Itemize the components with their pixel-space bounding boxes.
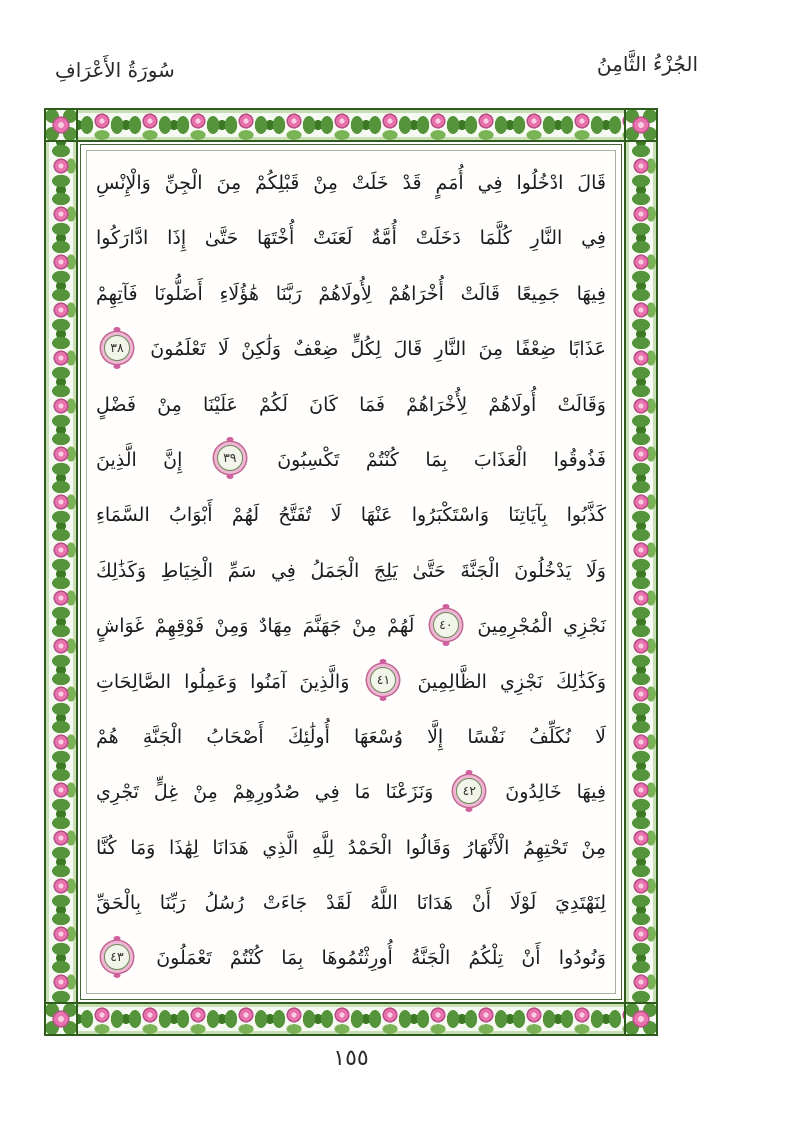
quran-line: [96, 765, 606, 820]
quran-text: قَالَ ادْخُلُوا فِي أُمَمٍ قَدْ خَلَتْ مِنْ قَبْلِكُمْ مِنَ الْجِنِّ وَالْإِنْسِ: [96, 172, 606, 194]
quran-text: وَكَذَٰلِكَ نَجْزِي الظَّالِمِينَ: [417, 670, 606, 693]
quran-text: فِيهَا خَالِدُونَ: [505, 781, 606, 804]
quran-line: [96, 267, 606, 322]
ornamental-frame: [44, 108, 658, 1036]
quran-line: [96, 710, 606, 765]
quran-line: [96, 821, 606, 876]
quran-line: [96, 931, 606, 986]
quran-text: عَذَابًا ضِعْفًا مِنَ النَّارِ قَالَ لِكُلٍّ ضِعْفٌ وَلَٰكِنْ لَا تَعْلَمُونَ: [150, 338, 606, 361]
quran-text: كَذَّبُوا بِآيَاتِنَا وَاسْتَكْبَرُوا عَنْهَا لَا تُفَتَّحُ لَهُمْ أَبْوَابُ السَّمَاءِ: [96, 504, 606, 527]
quran-line: [96, 156, 606, 211]
quran-text: فَذُوقُوا الْعَذَابَ بِمَا كُنْتُمْ تَكْسِبُونَ: [277, 448, 606, 471]
surah-title: سُورَةُ الأَعْرَافِ: [55, 58, 175, 82]
border-right-ornament: [624, 142, 658, 1002]
quran-line: [96, 378, 606, 433]
corner-flower-icon: [44, 108, 78, 142]
verse-number-marker: ٤٠: [433, 612, 459, 638]
quran-lines: [96, 156, 606, 988]
verse-number-marker: ٣٩: [217, 445, 243, 471]
quran-line: [96, 488, 606, 543]
quran-text: لَا نُكَلِّفُ نَفْسًا إِلَّا وُسْعَهَا أُولَٰئِكَ أَصْحَابُ الْجَنَّةِ هُمْ: [96, 725, 606, 748]
quran-line: [96, 544, 606, 599]
quran-line: [96, 655, 606, 710]
quran-text: وَالَّذِينَ آمَنُوا وَعَمِلُوا الصَّالِحَاتِ: [96, 670, 350, 693]
border-left-ornament: [44, 142, 78, 1002]
quran-text: نَجْزِي الْمُجْرِمِينَ: [477, 615, 606, 638]
border-top-ornament: [78, 108, 624, 142]
page-number: ١٥٥: [333, 1046, 369, 1071]
quran-text: مِنْ تَحْتِهِمُ الْأَنْهَارُ وَقَالُوا الْحَمْدُ لِلَّهِ الَّذِي هَدَانَا لِهَٰذَا وَمَا كُنَّا: [96, 836, 606, 859]
quran-text: وَلَا يَدْخُلُونَ الْجَنَّةَ حَتَّىٰ يَلِجَ الْجَمَلُ فِي سَمِّ الْخِيَاطِ وَكَذَٰلِكَ: [96, 559, 606, 582]
quran-text: وَقَالَتْ أُولَاهُمْ لِأُخْرَاهُمْ فَمَا كَانَ لَكُمْ عَلَيْنَا مِنْ فَضْلٍ: [96, 393, 606, 416]
verse-number-marker: ٣٨: [104, 335, 130, 361]
border-bottom-ornament: [78, 1002, 624, 1036]
quran-text: فِي النَّارِ كُلَّمَا دَخَلَتْ أُمَّةٌ لَعَنَتْ أُخْتَهَا حَتَّىٰ إِذَا ادَّارَكُوا: [96, 227, 606, 250]
verse-number-marker: ٤٢: [456, 778, 482, 804]
quran-text: وَنَزَعْنَا مَا فِي صُدُورِهِمْ مِنْ غِلٍّ تَجْرِي: [96, 781, 434, 804]
quran-text: لَهُمْ مِنْ جَهَنَّمَ مِهَادٌ وَمِنْ فَوْقِهِمْ غَوَاشٍ: [96, 615, 415, 638]
corner-flower-icon: [624, 108, 658, 142]
verse-number-marker: ٤٣: [104, 944, 130, 970]
quran-text: لِنَهْتَدِيَ لَوْلَا أَنْ هَدَانَا اللَّهُ لَقَدْ جَاءَتْ رُسُلُ رَبِّنَا بِالْحَقِّ: [96, 892, 606, 915]
quran-line: [96, 433, 606, 488]
quran-line: [96, 322, 606, 377]
verse-number-marker: ٤١: [370, 667, 396, 693]
corner-flower-icon: [624, 1002, 658, 1036]
corner-flower-icon: [44, 1002, 78, 1036]
quran-line: [96, 211, 606, 266]
quran-text: وَنُودُوا أَنْ تِلْكُمُ الْجَنَّةُ أُورِثْتُمُوهَا بِمَا كُنْتُمْ تَعْمَلُونَ: [156, 947, 606, 970]
quran-line: [96, 876, 606, 931]
quran-text: فِيهَا جَمِيعًا قَالَتْ أُخْرَاهُمْ لِأُولَاهُمْ رَبَّنَا هَٰؤُلَاءِ أَضَلُّونَا فَآتِهِمْ: [96, 282, 606, 305]
quran-text: إِنَّ الَّذِينَ: [96, 448, 183, 471]
juz-label: الجُزْءُ الثَّامِنُ: [596, 52, 698, 76]
quran-line: [96, 599, 606, 654]
text-panel: [86, 150, 616, 994]
